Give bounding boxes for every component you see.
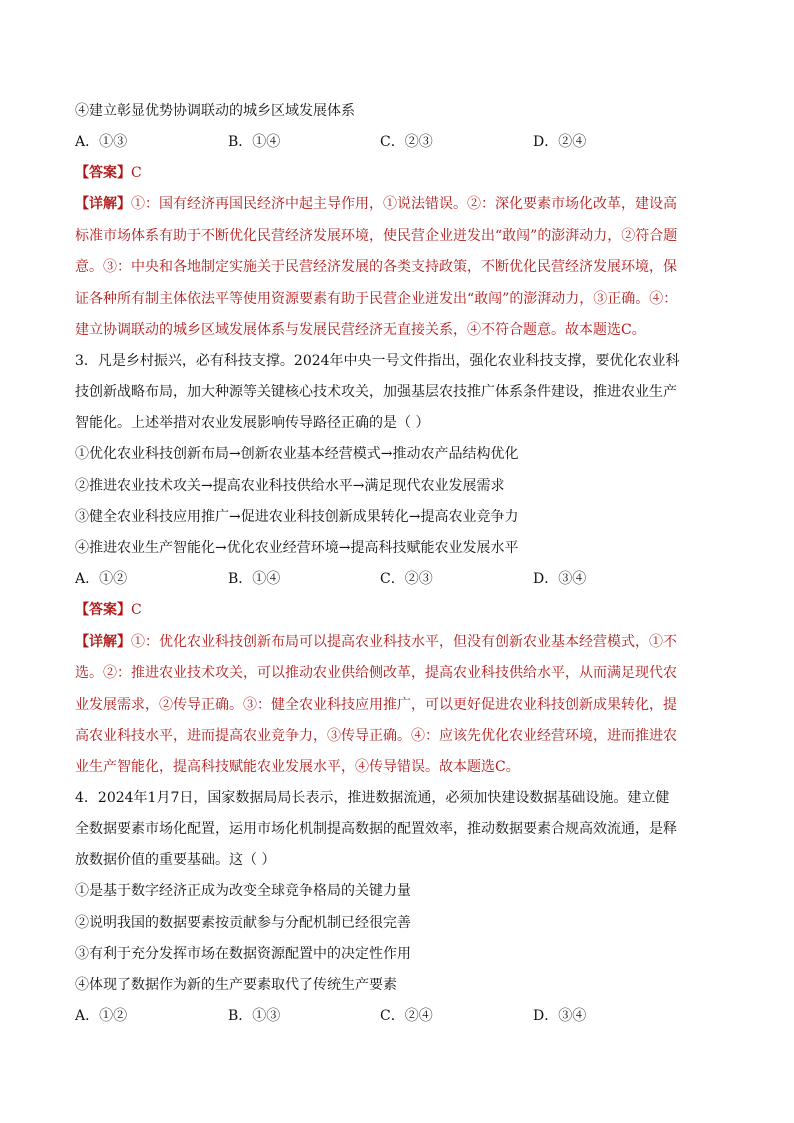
q3-option-b: B．①④: [228, 571, 281, 587]
q3-item-2: ②推进农业技术攻关→提高农业科技供给水平→满足现代农业发展需求: [75, 478, 505, 494]
q2-detail-line-5: 建立协调联动的城乡区域发展体系与发展民营经济无直接关系，④不符合题意。故本题选C。: [75, 322, 646, 338]
q3-option-c: C．②③: [380, 571, 433, 587]
q3-option-d: D．③④: [533, 571, 587, 587]
q2-answer: [75, 164, 720, 182]
q3-stem-line-2: 技创新战略布局，加大种源等关键核心技术攻关，加强基层农技推广体系条件建设，推进农业生产: [75, 384, 677, 400]
q2-answer-tag: 【答案】: [75, 165, 131, 181]
q4-option-c: C．②④: [380, 1008, 433, 1024]
q4-item-1: ①是基于数字经济正成为改变全球竞争格局的关键力量: [75, 883, 411, 899]
q4-option-a: A．①②: [75, 1008, 128, 1024]
q2-option-b: B．①④: [228, 134, 281, 150]
q2-option-d: D．②④: [533, 134, 587, 150]
q3-answer-tag: 【答案】: [75, 602, 131, 618]
q4-item-4: ④体现了数据作为新的生产要素取代了传统生产要素: [75, 977, 397, 993]
q3-item-4: ④推进农业生产智能化→优化农业经营环境→提高科技赋能农业发展水平: [75, 540, 519, 556]
q2-item-4: ④建立彰显优势协调联动的城乡区域发展体系: [75, 103, 355, 119]
q2-detail-line-2: 标准市场体系有助于不断优化民营经济发展环境，使民营企业迸发出“敢闯”的澎湃动力，②符合题: [75, 228, 678, 244]
q2-detail-line-4: 证各种所有制主体依法平等使用资源要素有助于民营企业迸发出“敢闯”的澎湃动力，③正确。④：: [75, 291, 678, 307]
q3-detail-line-4: 高农业科技水平，进而提高农业竞争力，③传导正确。④：应该先优化农业经营环境，进而推进农: [75, 728, 677, 744]
q2-detail-text-1: ①：国有经济再国民经济中起主导作用，①说法错误。②：深化要素市场化改革，建设高: [131, 196, 677, 212]
q3-detail-line-1: [75, 633, 720, 651]
q4-item-3: ③有利于充分发挥市场在数据资源配置中的决定性作用: [75, 946, 411, 962]
q3-stem-line-3: 智能化。上述举措对农业发展影响传导路径正确的是（ ）: [75, 415, 430, 431]
q3-item-3: ③健全农业科技应用推广→促进农业科技创新成果转化→提高农业竞争力: [75, 509, 519, 525]
q4-stem-line-3: 放数据价值的重要基础。这（ ）: [75, 852, 276, 868]
q3-option-a: A．①②: [75, 571, 128, 587]
q2-answer-value: C: [131, 165, 142, 181]
q3-stem-line-1: 3．凡是乡村振兴，必有科技支撑。2024年中央一号文件指出，强化农业科技支撑，要优化农业科: [75, 353, 680, 369]
q3-answer-value: C: [131, 602, 142, 618]
q3-item-1: ①优化农业科技创新布局→创新农业基本经营模式→推动农产品结构优化: [75, 446, 519, 462]
q4-stem-line-1: 4．2024年1月7日，国家数据局局长表示，推进数据流通，必须加快建设数据基础设施。建立健: [75, 790, 670, 806]
q3-detail-tag: 【详解】: [75, 634, 131, 650]
q3-detail-line-2: 选。②：推进农业技术攻关，可以推动农业供给侧改革，提高农业科技供给水平，从而满足现代农: [75, 665, 677, 681]
q4-option-d: D．③④: [533, 1008, 587, 1024]
q4-stem-line-2: 全数据要素市场化配置，运用市场化机制提高数据的配置效率，推动数据要素合规高效流通，是释: [75, 821, 677, 837]
q4-item-2: ②说明我国的数据要素按贡献参与分配机制已经很完善: [75, 915, 411, 931]
q2-detail-line-1: [75, 195, 720, 213]
q3-detail-line-3: 业发展需求，②传导正确。③：健全农业科技应用推广，可以更好促进农业科技创新成果转化，提: [75, 697, 677, 713]
q2-detail-tag: 【详解】: [75, 196, 131, 212]
q3-answer: [75, 601, 720, 619]
q2-detail-line-3: 意。③：中央和各地制定实施关于民营经济发展的各类支持政策，不断优化民营经济发展环境，保: [75, 259, 677, 275]
q3-detail-line-5: 业生产智能化，提高科技赋能农业发展水平，④传导错误。故本题选C。: [75, 759, 520, 775]
q3-detail-text-1: ①：优化农业科技创新布局可以提高农业科技水平，但没有创新农业基本经营模式，①不: [131, 634, 677, 650]
q4-option-b: B．①③: [228, 1008, 281, 1024]
q2-option-a: A．①③: [75, 134, 128, 150]
q2-option-c: C．②③: [380, 134, 433, 150]
